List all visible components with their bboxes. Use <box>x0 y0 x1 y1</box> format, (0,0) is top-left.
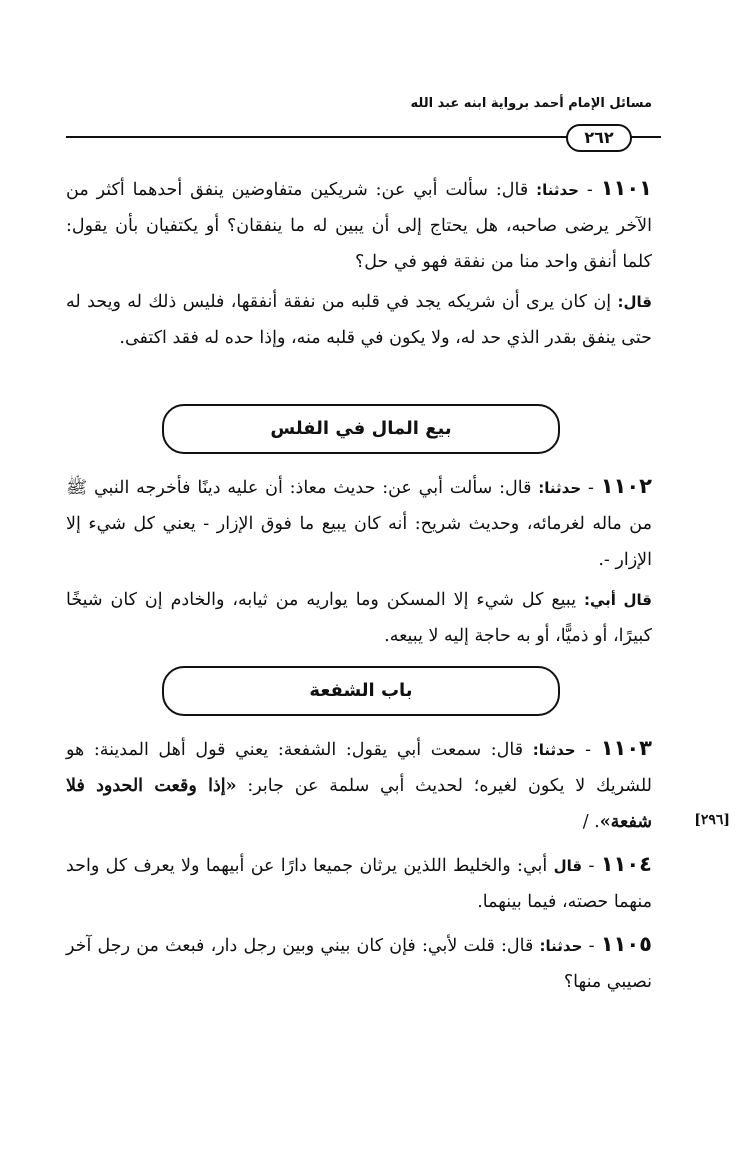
section-title-box: بيع المال في الفلس <box>162 404 560 454</box>
entry-dash: - <box>582 936 601 956</box>
entry-keyword: حدثنا: <box>532 741 576 759</box>
entry-keyword: حدثنا: <box>538 479 582 497</box>
hadith-quote: «إذا وقعت الحدود فلا شفعة» <box>66 776 652 832</box>
entry-text: قال: سألت أبي عن: شريكين متفاوضين ينفق أحدهما أكثر من الآخر يرضى صاحبه، هل يحتاج إلى أن يبين له ما ينفقان؟ أو يكتفيان بأن يقول: كلما أنفق واحد منا من نفقة فهو في حل؟ <box>66 180 652 272</box>
entry-number: ١١٠١ <box>600 176 652 200</box>
entry-keyword: حدثنا: <box>536 181 579 199</box>
entry-tail: . / <box>582 812 600 832</box>
paragraph-1105 <box>66 926 652 1000</box>
running-header-title: مسائل الإمام أحمد برواية ابنه عبد الله <box>410 96 652 111</box>
section-title-box: باب الشفعة <box>162 666 560 716</box>
entry-number: ١١٠٣ <box>600 736 652 760</box>
entry-keyword: حدثنا: <box>539 937 583 955</box>
entry-text: قال: سمعت أبي يقول: الشفعة: يعني قول أهل المدينة: هو للشريك لا يكون لغيره؛ لحديث أبي سلمة عن جابر: <box>66 740 652 796</box>
entry-dash: - <box>582 856 601 876</box>
answer-keyword: قال: <box>617 293 652 311</box>
page-number: ٢٦٢ <box>566 124 632 152</box>
answer-text: إن كان يرى أن شريكه يجد في قلبه من نفقة أنفقها، فليس ذلك له ويحد له حتى ينفق بقدر الذي حد له، ولا يكون في قلبه منه، وإذا حده له فقد اكتفى. <box>66 292 652 348</box>
entry-text: قال: قلت لأبي: فإن كان بيني وبين رجل دار، فبعث من رجل آخر نصيبي منها؟ <box>66 936 652 992</box>
paragraph-1103 <box>66 730 652 840</box>
margin-page-reference: [٢٩٦] <box>694 812 730 828</box>
entry-dash: - <box>578 180 601 200</box>
entry-keyword: قال <box>553 857 583 875</box>
entry-text: قال: سألت أبي عن: حديث معاذ: أن عليه دينًا فأخرجه النبي ﷺ من ماله لغرمائه، وحديث شريح: أنه كان يبيع ما فوق الإزار - يعني كل شيء إلا الإزار -. <box>66 478 652 570</box>
answer-keyword: قال أبي: <box>584 591 653 609</box>
paragraph-1101 <box>66 170 652 280</box>
entry-text: أبي: والخليط اللذين يرثان جميعا دارًا عن أبيهما ولا يعرف كل واحد منهما حصته، فيما بينهما. <box>66 856 652 912</box>
entry-dash: - <box>581 478 601 498</box>
entry-number: ١١٠٢ <box>600 474 652 498</box>
paragraph-1102 <box>66 468 652 578</box>
paragraph-1102-answer <box>66 582 652 654</box>
paragraph-1101-answer <box>66 284 652 356</box>
entry-number: ١١٠٤ <box>600 852 652 876</box>
answer-text: يبيع كل شيء إلا المسكن وما يواريه من ثيابه، والخادم إن كان شيخًا كبيرًا، أو ذميًّا، أو به حاجة إليه لا يبيعه. <box>66 590 652 646</box>
entry-number: ١١٠٥ <box>600 932 652 956</box>
paragraph-1104 <box>66 846 652 920</box>
entry-dash: - <box>575 740 601 760</box>
